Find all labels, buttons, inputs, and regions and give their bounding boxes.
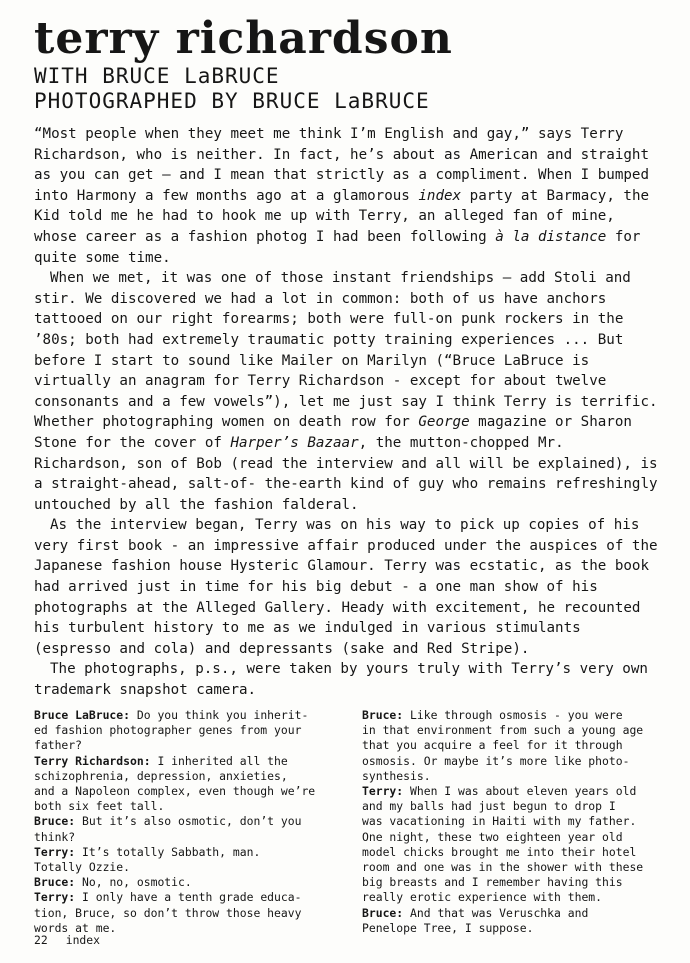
text-run: compliment. When I bumped into Harmony a few months ago at a: [34, 167, 650, 204]
text-run: say I think Terry is terrific. Whether photographing women on death: [34, 393, 658, 431]
interview-line: [34, 708, 334, 723]
interview-line: [362, 708, 662, 723]
text-run: in that environment from such a young age: [362, 723, 644, 738]
interview-line: [34, 890, 334, 905]
text-run: fashion falderal.: [213, 496, 359, 513]
interview-line: [362, 830, 662, 845]
interview-line: [34, 860, 334, 875]
text-run: big breasts and I remember having this: [362, 875, 623, 890]
text-run: auspices of the Japanese fashion house Hysteric Glamour. Terry was: [34, 537, 658, 575]
speaker-name: Terry:: [362, 784, 404, 799]
text-run: (sake and Red Stripe).: [341, 640, 530, 657]
interview-line: [34, 845, 334, 860]
interview-line: [362, 860, 662, 875]
text-run: osmosis. Or maybe it’s more like photo-: [362, 753, 630, 768]
text-run: row for: [350, 414, 419, 431]
italic-text: Harper’s: [230, 434, 299, 451]
text-run: ed fashion photographer genes from your: [34, 723, 302, 738]
interview-line: [362, 769, 662, 784]
text-run: When I was about eleven years old: [403, 784, 637, 799]
interview-line: [362, 799, 662, 814]
text-run: Do you think you inherit-: [130, 708, 309, 722]
interview-line: [34, 799, 334, 814]
interview-line: [362, 723, 662, 738]
page-number: 22: [34, 933, 48, 947]
interview-line: [34, 723, 334, 738]
speaker-name: Terry Richardson:: [34, 753, 151, 768]
text-run: really erotic experience with them.: [362, 890, 603, 905]
speaker-name: Bruce:: [362, 905, 404, 920]
intro-text: [34, 124, 660, 701]
interview-line: [34, 875, 334, 890]
text-run: except for about twelve consonants and a few vowels”), let me just: [34, 373, 607, 410]
interview-line: [34, 769, 334, 784]
text-run: indulged in various stimulants (espresso and cola) and depressants: [34, 620, 581, 657]
magazine-name: index: [65, 933, 101, 947]
text-run: rockers in the ’80s; both had extremely traumatic potty training: [34, 311, 624, 348]
interview-line: [362, 754, 662, 769]
text-run: The photographs, p.s., were taken by yours truly with Terry’s very: [50, 661, 614, 678]
interview-line: [34, 784, 334, 799]
text-run: But it’s also osmotic, don’t you: [75, 814, 302, 829]
text-run: It’s totally Sabbath, man.: [75, 844, 261, 859]
interview-column-right: [362, 708, 662, 936]
italic-text: Bazaar: [307, 434, 359, 451]
interview-line: [362, 890, 662, 905]
text-run: anchors tattooed on our right forearms; both were full-on punk: [34, 290, 607, 328]
text-run: One night, these two eighteen year old: [362, 829, 623, 844]
speaker-name: Bruce:: [34, 814, 76, 829]
page-footer: [34, 933, 100, 947]
speaker-name: Bruce:: [362, 708, 404, 722]
intro-paragraph-2: [34, 268, 660, 515]
interview-line: [362, 921, 662, 936]
speaker-name: Bruce LaBruce:: [34, 708, 131, 722]
text-run: I inherited all the: [150, 753, 288, 768]
text-run: Like through osmosis - you were: [403, 708, 623, 722]
text-run: interview and all will be explained), is a straight-ahead, salt-of-: [34, 455, 658, 493]
text-run: up with Terry, an alleged fan of mine, whose career as a fashion: [34, 208, 615, 245]
interview-line: [34, 814, 334, 829]
text-run: and my balls had just begun to drop I: [362, 799, 616, 814]
interview-line: [362, 784, 662, 799]
text-run: and stir. We discovered we had a lot in common: both of us have: [34, 270, 631, 307]
interview-line: [362, 906, 662, 921]
text-run: I only have a tenth grade educa-: [75, 890, 302, 905]
speaker-name: Bruce:: [34, 875, 76, 890]
text-run: model chicks brought me into their hotel: [362, 844, 637, 859]
text-run: Terry Richardson, who is neither. In fact, he’s about as American: [34, 126, 624, 163]
byline-interviewer: WITH BRUCE LaBRUCE: [34, 64, 280, 88]
text-run: that you acquire a feel for it through: [362, 738, 623, 753]
text-run: own trademark snapshot camera.: [34, 661, 648, 699]
text-run: , the mutton-chopped Mr. Richardson, son of Bob (read the: [34, 434, 564, 472]
text-run: glamorous: [332, 187, 419, 204]
text-run: with excitement, he recounted his turbulent history to me as we: [34, 599, 641, 637]
text-run: “Most people when they meet me think I’m English and gay,” says: [34, 126, 573, 142]
speaker-name: Terry:: [34, 844, 76, 859]
text-run: magazine or Sharon Stone for the cover of: [34, 414, 632, 451]
text-run: think?: [34, 829, 76, 844]
text-run: his very first book - an impressive affair produced under the: [34, 517, 640, 554]
italic-text: index: [418, 187, 462, 204]
interview-line: [34, 754, 334, 769]
italic-text: George: [418, 414, 470, 431]
text-run: a one man show of his photographs at the Alleged Gallery. Heady: [34, 579, 598, 616]
text-run: synthesis.: [362, 768, 431, 783]
text-run: tion, Bruce, so don’t throw those heavy: [34, 905, 302, 920]
interview-line: [34, 906, 334, 921]
intro-paragraph-1: [34, 124, 660, 268]
text-run: No, no, osmotic.: [75, 875, 192, 890]
text-run: room and one was in the shower with these: [362, 860, 644, 875]
text-run: the-earth kind of guy who remains refreshingly untouched by all the: [34, 476, 658, 513]
interview-line: [362, 814, 662, 829]
text-run: father?: [34, 738, 83, 753]
interview-column-left: [34, 708, 334, 936]
text-run: ecstatic, as the book had arrived just in time for his big debut -: [34, 558, 650, 596]
article-title: terry richardson: [34, 13, 453, 64]
interview-line: [34, 830, 334, 845]
text-run: was vacationing in Haiti with my father.: [362, 814, 637, 829]
text-run: both six feet tall.: [34, 799, 165, 814]
text-run: When we met, it was one of those instant friendships – add Stoli: [50, 270, 597, 287]
text-run: And that was Veruschka and: [403, 905, 589, 920]
intro-paragraph-3: [34, 515, 660, 659]
text-run: Totally Ozzie.: [34, 860, 131, 875]
text-run: party at Barmacy, the Kid told me he had to hook me: [34, 187, 650, 225]
text-run: schizophrenia, depression, anxieties,: [34, 768, 288, 783]
text-run: As the interview began, Terry was on his way to pick up copies of: [50, 517, 606, 534]
speaker-name: Terry:: [34, 890, 76, 905]
text-run: photog I had been following: [256, 228, 496, 245]
interview-line: [362, 845, 662, 860]
text-run: words at me.: [34, 920, 117, 935]
italic-text: à la distance: [495, 228, 607, 245]
text-run: Penelope Tree, I suppose.: [362, 920, 534, 935]
interview-line: [362, 875, 662, 890]
interview-columns: [34, 708, 662, 936]
interview-line: [34, 738, 334, 753]
byline-photographer: PHOTOGRAPHED BY BRUCE LaBRUCE: [34, 89, 430, 113]
intro-paragraph-4: [34, 659, 660, 700]
interview-line: [362, 738, 662, 753]
text-run: and a Napoleon complex, even though we’re: [34, 784, 316, 799]
text-run: (“Bruce LaBruce is virtually an anagram for Terry Richardson -: [34, 352, 590, 390]
text-run: experiences ... But before I start to sound like Mailer on Marilyn: [34, 331, 624, 369]
text-run: for quite some time.: [34, 228, 641, 266]
text-run: and straight as you can get – and I mean that strictly as a: [34, 146, 650, 184]
